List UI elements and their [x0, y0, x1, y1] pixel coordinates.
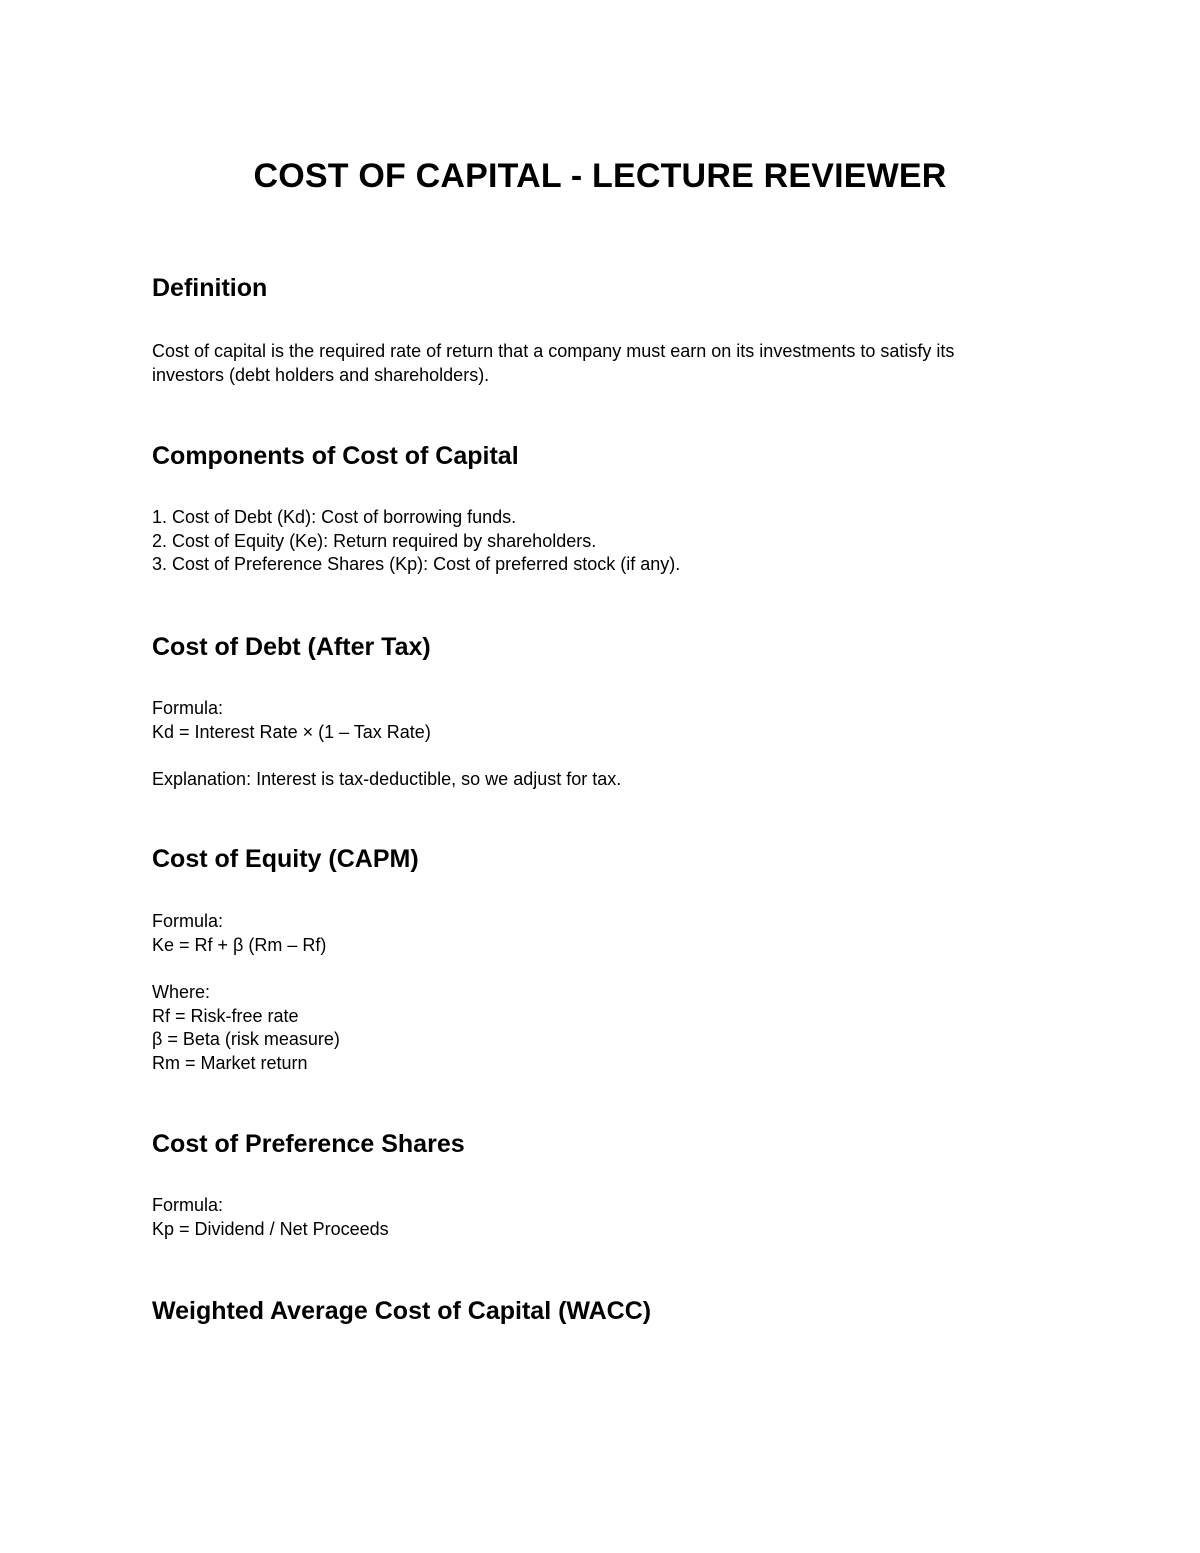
- formula-label: Formula:: [152, 698, 224, 718]
- cost-of-debt-formula-block: [152, 697, 1052, 744]
- formula-label: Formula:: [152, 1195, 224, 1215]
- cost-of-equity-where-block: [152, 981, 1052, 1075]
- definition-line: investors (debt holders and shareholders).: [152, 364, 490, 385]
- cost-of-preference-heading: Cost of Preference Shares: [152, 1130, 465, 1158]
- document-title: COST OF CAPITAL - LECTURE REVIEWER: [253, 157, 947, 195]
- list-item: 2. Cost of Equity (Ke): Return required by shareholders.: [152, 530, 597, 551]
- formula: Kd = Interest Rate × (1 – Tax Rate): [152, 721, 431, 742]
- cost-of-debt-explanation: [152, 768, 1052, 792]
- cost-of-equity-formula-block: [152, 910, 1052, 957]
- formula: Kp = Dividend / Net Proceeds: [152, 1218, 389, 1239]
- wacc-heading: Weighted Average Cost of Capital (WACC): [152, 1297, 652, 1325]
- cost-of-preference-formula-block: [152, 1194, 1052, 1241]
- where-label: Where:: [152, 982, 211, 1002]
- cost-of-equity-heading: Cost of Equity (CAPM): [152, 845, 419, 873]
- explanation-text: Explanation: Interest is tax-deductible, so we adjust for tax.: [152, 769, 622, 789]
- where-item: Rm = Market return: [152, 1052, 308, 1073]
- components-list: [152, 506, 1052, 577]
- list-item: 3. Cost of Preference Shares (Kp): Cost of preferred stock (if any).: [152, 554, 681, 574]
- formula: Ke = Rf + β (Rm – Rf): [152, 934, 327, 955]
- cost-of-debt-heading: Cost of Debt (After Tax): [152, 633, 431, 661]
- definition-line: Cost of capital is the required rate of return that a company must earn on its investments to satisfy its: [152, 341, 955, 361]
- list-item: 1. Cost of Debt (Kd): Cost of borrowing funds.: [152, 507, 517, 527]
- where-item: Rf = Risk-free rate: [152, 1005, 299, 1026]
- components-heading: Components of Cost of Capital: [152, 442, 519, 470]
- definition-heading: Definition: [152, 274, 268, 302]
- definition-text: [152, 340, 1052, 387]
- formula-label: Formula:: [152, 911, 224, 931]
- where-item: β = Beta (risk measure): [152, 1029, 340, 1049]
